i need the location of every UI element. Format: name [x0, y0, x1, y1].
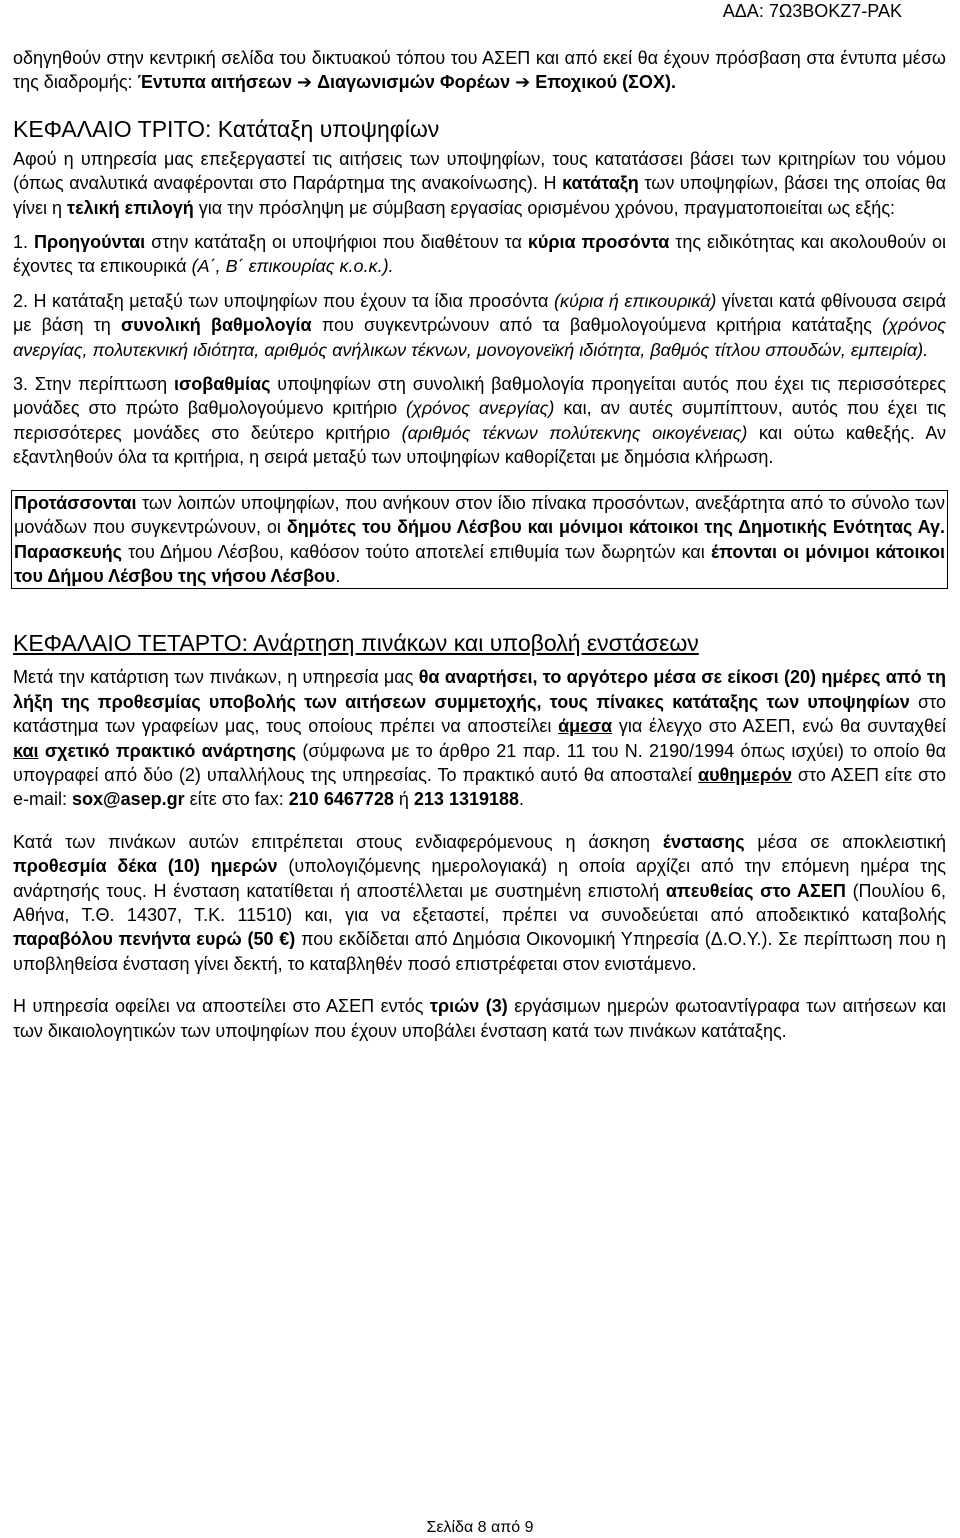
bold-run: Διαγωνισμών Φορέων [317, 72, 511, 93]
bold-run: Εποχικού (ΣΟΧ). [535, 72, 676, 93]
bold-run: ένστασης [662, 831, 745, 852]
text-run: για έλεγχο στο ΑΣΕΠ, ενώ θα συνταχθεί [612, 716, 947, 737]
text-run: που συγκεντρώνουν από τα βαθμολογούμενα κριτήρια κατάταξης [311, 315, 883, 336]
bold-run: άμεσα [558, 716, 613, 737]
text-run: Αφού η υπηρεσία μας επεξεργαστεί τις αιτήσεις των υποψηφίων, τους κατατάσσει βάσει των κριτηρίων του νόμου (όπως αναλυτικά αναφέρονται στο Παράρτημα της ανακοίνωσης). Η [13, 148, 946, 194]
bold-run: τριών (3) [429, 996, 508, 1017]
bold-run: και [13, 740, 39, 761]
chapter4-paragraph-3 [13, 994, 946, 1043]
italic-run: (Α΄, Β΄ επικουρίας κ.ο.κ.). [191, 256, 394, 277]
bold-run: θα αναρτήσει, το αργότερο μέσα σε είκοσι (20) ημέρες από τη λήξη της προθεσμίας υποβολής των αιτήσεων συμμετοχής, τους πίνακες κατάταξης των υποψηφίων [13, 667, 946, 712]
text-run: Η υπηρεσία οφείλει να αποστείλει στο ΑΣΕΠ εντός [13, 996, 430, 1017]
text-run: γίνεται κατά φθίνουσα σειρά με βάση τη [13, 290, 946, 336]
chapter4-paragraph-1 [13, 665, 946, 811]
fax-number: 213 1319188 [413, 789, 520, 810]
text-run: οδηγηθούν στην κεντρική σελίδα του δικτυακού τόπου του ΑΣΕΠ και από εκεί θα έχουν πρόσβαση στα έντυπα μέσω της διαδρομής: [13, 48, 946, 93]
text-run: 1. [13, 232, 34, 253]
email-address: sox@asep.gr [72, 789, 185, 810]
bold-run: έπονται οι μόνιμοι κάτοικοι του Δήμου Λέσβου της νήσου Λέσβου [14, 541, 945, 586]
italic-run: (χρόνος ανεργίας) [406, 398, 555, 419]
italic-run: (χρόνος ανεργίας, πολυτεκνική ιδιότητα, αριθμός ανήλικων τέκνων, μονογονεϊκή ιδιότητα, βαθμός τίτλου σπουδών, εμπειρία). [13, 315, 947, 360]
bold-run: απευθείας στο ΑΣΕΠ [665, 880, 846, 901]
text-run: (υπολογιζόμενης ημερολογιακά) η οποία αρχίζει από την επόμενη ημέρα της ανάρτησής τους. Η ένσταση κατατίθεται ή αποστέλλεται με συστημένη επιστολή [13, 856, 946, 901]
text-run: και, αν αυτές συμπίπτουν, αυτός που έχει τις περισσότερες μονάδες στο δεύτερο κριτήριο [13, 398, 946, 443]
bold-run: παραβόλου πενήντα ευρώ (50 €) [13, 929, 296, 950]
priority-notice-text [14, 491, 945, 589]
bold-run: δημότες του δήμου Λέσβου και μόνιμοι κάτοικοι της Δημοτικής Ενότητας Αγ. Παρασκευής [14, 517, 945, 562]
text-run: . [519, 789, 525, 810]
text-run: των λοιπών υποψηφίων, που ανήκουν στον ίδιο πίνακα προσόντων, ανεξάρτητα από το σύνολο των μονάδων που συγκεντρώνουν, οι [14, 492, 945, 538]
priority-notice-box [11, 490, 948, 590]
fax-number: 210 6467728 [288, 789, 394, 810]
italic-run: (κύρια ή επικουρικά) [553, 290, 717, 311]
text-run: Μετά την κατάρτιση των πινάκων, η υπηρεσία μας [13, 667, 419, 688]
bold-run: αυθημερόν [698, 764, 792, 785]
text-run: των υποψηφίων, βάσει της οποίας θα γίνει η [13, 173, 946, 218]
chapter3-rule-3 [13, 372, 946, 470]
text-run: που εκδίδεται από Δημόσια Οικονομική Υπηρεσία (Δ.Ο.Υ.). Σε περίπτωση που η υποβληθείσα ένσταση γίνει δεκτή, το καταβληθέν ποσό επιστρέφεται στον ενιστάμενο. [13, 929, 946, 974]
chapter3-heading: ΚΕΦΑΛΑΙΟ ΤΡΙΤΟ: Κατάταξη υποψηφίων [13, 115, 440, 142]
text-run: εργάσιμων ημερών φωτοαντίγραφα των αιτήσεων και των δικαιολογητικών των υποψηφίων που έχουν υποβάλει ένσταση κατά των πινάκων κατάταξης. [13, 996, 947, 1041]
chapter4-heading: ΚΕΦΑΛΑΙΟ ΤΕΤΑΡΤΟ: Ανάρτηση πινάκων και υποβολή ενστάσεων [13, 630, 699, 657]
bold-run: ισοβαθμίας [173, 374, 271, 395]
text-run: υποψηφίων στη συνολική βαθμολογία προηγείται αυτός που έχει τις περισσότερες μονάδες στο πρώτο βαθμολογούμενο κριτήριο [13, 374, 946, 419]
chapter3-paragraph-1 [13, 147, 946, 220]
italic-run: (αριθμός τέκνων πολύτεκνης οικογένειας) [401, 422, 748, 443]
text-run: 3. Στην περίπτωση [13, 374, 174, 395]
chapter4-paragraph-2 [13, 830, 946, 976]
intro-paragraph [13, 46, 946, 96]
arrow-right-icon: ➔ [296, 72, 313, 94]
text-run: της ειδικότητας και ακολουθούν οι έχοντες τα επικουρικά [13, 232, 946, 277]
text-run: είτε στο fax: [184, 789, 289, 810]
chapter3-rule-2 [13, 289, 946, 362]
text-run: (σύμφωνα με το άρθρο 21 παρ. 11 του Ν. 2190/1994 όπως ισχύει) το οποίο θα υπογραφεί από δύο (2) υπαλλήλους της υπηρεσίας. Το πρακτικό αυτό θα αποσταλεί [13, 740, 946, 785]
bold-run: προθεσμία δέκα (10) ημερών [13, 856, 278, 877]
page-content [13, 46, 946, 1043]
bold-run: Προηγούνται [33, 232, 146, 253]
bold-run: τελική επιλογή [67, 197, 194, 218]
text-run: ή [393, 789, 414, 810]
text-run: Κατά των πινάκων αυτών επιτρέπεται στους ενδιαφερόμενους η άσκηση [13, 831, 663, 852]
text-run: 2. Η κατάταξη μεταξύ των υποψηφίων που έχουν τα ίδια προσόντα [13, 290, 554, 311]
text-run: (Πουλίου 6, Αθήνα, Τ.Θ. 14307, Τ.Κ. 11510) και, για να εξεταστεί, πρέπει να συνοδεύεται από αποδεικτικό καταβολής [13, 880, 946, 925]
document-code: ΑΔΑ: 7Ω3ΒΟΚΖ7-ΡΑΚ [722, 1, 902, 21]
text-run: στο ΑΣΕΠ είτε στο e-mail: [13, 764, 947, 810]
page-number: Σελίδα 8 από 9 [426, 1519, 534, 1536]
bold-run: κατάταξη [562, 173, 639, 194]
text-run: μέσα σε αποκλειστική [744, 831, 946, 852]
text-run: στο κατάστημα των γραφείων μας, τους οποίους πρέπει να αποστείλει [13, 691, 946, 737]
text-run: . [335, 565, 341, 586]
text-run: του Δήμου Λέσβου, καθόσον τούτο αποτελεί επιθυμία των δωρητών και [122, 541, 711, 562]
bold-run: σχετικό πρακτικό ανάρτησης [44, 740, 297, 761]
text-run: στην κατάταξη οι υποψήφιοι που διαθέτουν τα [145, 232, 528, 253]
arrow-right-icon: ➔ [515, 72, 531, 94]
bold-run: Προτάσσονται [14, 492, 137, 513]
bold-run: κύρια προσόντα [527, 232, 670, 253]
bold-run: συνολική βαθμολογία [120, 315, 312, 336]
chapter3-rule-1 [13, 230, 946, 279]
bold-run: Έντυπα αιτήσεων [137, 72, 292, 93]
text-run: για την πρόσληψη με σύμβαση εργασίας ορισμένου χρόνου, πραγματοποιείται ως εξής: [193, 197, 895, 218]
text-run: και ούτω καθεξής. Αν εξαντληθούν όλα τα κριτήρια, η σειρά μεταξύ των υποψηφίων καθορίζεται με δημόσια κλήρωση. [13, 422, 947, 468]
